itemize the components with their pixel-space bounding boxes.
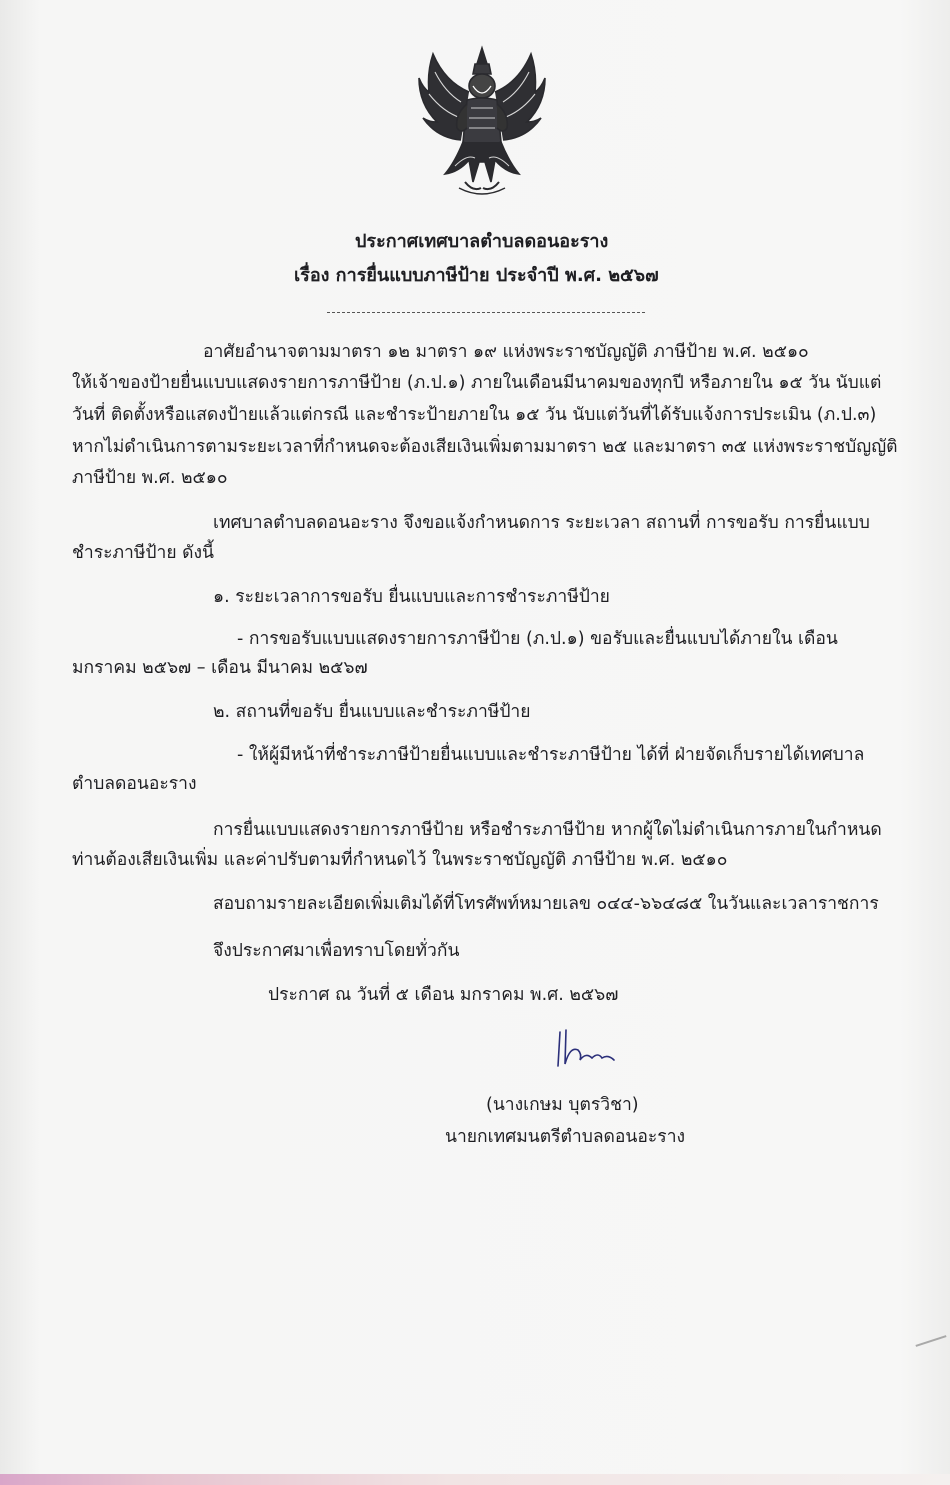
document-title: ประกาศเทศบาลตำบลดอนอะราง bbox=[355, 231, 609, 252]
paragraph-2-line-2: ชำระภาษีป้าย ดังนี้ bbox=[72, 543, 215, 563]
document-subject: เรื่อง การยื่นแบบภาษีป้าย ประจำปี พ.ศ. ๒๕๖๗ bbox=[294, 265, 659, 286]
signatory-position: นายกเทศมนตรีตำบลดอนอะราง bbox=[445, 1127, 686, 1147]
title-divider bbox=[327, 312, 645, 313]
section-2-body-line-1: - ให้ผู้มีหน้าที่ชำระภาษีป้ายยื่นแบบและชำระภาษีป้าย ได้ที่ ฝ่ายจัดเก็บรายได้เทศบาล bbox=[237, 745, 865, 765]
section-1-body-line-1: - การขอรับแบบแสดงรายการภาษีป้าย (ภ.ป.๑) ขอรับและยื่นแบบได้ภายใน เดือน bbox=[237, 629, 838, 649]
paragraph-2-line-1: เทศบาลตำบลดอนอะราง จึงขอแจ้งกำหนดการ ระยะเวลา สถานที่ การขอรับ การยื่นแบบ bbox=[213, 513, 870, 533]
section-1-body-line-2: มกราคม ๒๕๖๗ – เดือน มีนาคม ๒๕๖๗ bbox=[72, 658, 368, 678]
paragraph-3-line-1: การยื่นแบบแสดงรายการภาษีป้าย หรือชำระภาษีป้าย หากผู้ใดไม่ดำเนินการภายในกำหนด bbox=[213, 820, 882, 840]
contact-line: สอบถามรายละเอียดเพิ่มเติมได้ที่โทรศัพท์หมายเลข ๐๔๔-๖๖๔๘๕ ในวันและเวลาราชการ bbox=[213, 894, 879, 914]
closing-line: จึงประกาศมาเพื่อทราบโดยทั่วกัน bbox=[213, 941, 460, 961]
section-2-body-line-2: ตำบลดอนอะราง bbox=[72, 774, 197, 794]
bottom-edge-strip bbox=[0, 1474, 950, 1485]
date-line: ประกาศ ณ วันที่ ๕ เดือน มกราคม พ.ศ. ๒๕๖๗ bbox=[268, 985, 619, 1005]
section-1-heading: ๑. ระยะเวลาการขอรับ ยื่นแบบและการชำระภาษีป้าย bbox=[213, 587, 610, 607]
handwritten-signature bbox=[552, 1028, 622, 1072]
paragraph-1-line-2: ให้เจ้าของป้ายยื่นแบบแสดงรายการภาษีป้าย (ภ.ป.๑) ภายในเดือนมีนาคมของทุกปี หรือภายใน ๑๕ วัน นับแต่ bbox=[72, 373, 882, 393]
paragraph-1-line-3: วันที่ ติดตั้งหรือแสดงป้ายแล้วแต่กรณี และชำระป้ายภายใน ๑๕ วัน นับแต่วันที่ได้รับแจ้งการประเมิน (ภ.ป.๓) bbox=[72, 405, 877, 425]
paragraph-1-line-5: ภาษีป้าย พ.ศ. ๒๕๑๐ bbox=[72, 468, 228, 488]
section-2-heading: ๒. สถานที่ขอรับ ยื่นแบบและชำระภาษีป้าย bbox=[213, 702, 531, 722]
garuda-emblem-icon bbox=[415, 42, 549, 200]
signatory-name: (นางเกษม บุตรวิชา) bbox=[486, 1095, 639, 1115]
paragraph-3-line-2: ท่านต้องเสียเงินเพิ่ม และค่าปรับตามที่กำหนดไว้ ในพระราชบัญญัติ ภาษีป้าย พ.ศ. ๒๕๑๐ bbox=[72, 850, 728, 870]
paragraph-1-line-1: อาศัยอำนาจตามมาตรา ๑๒ มาตรา ๑๙ แห่งพระราชบัญญัติ ภาษีป้าย พ.ศ. ๒๕๑๐ bbox=[203, 342, 809, 362]
paragraph-1-line-4: หากไม่ดำเนินการตามระยะเวลาที่กำหนดจะต้องเสียเงินเพิ่มตามมาตรา ๒๕ และมาตรา ๓๕ แห่งพระราชบัญญัติ bbox=[72, 437, 898, 457]
